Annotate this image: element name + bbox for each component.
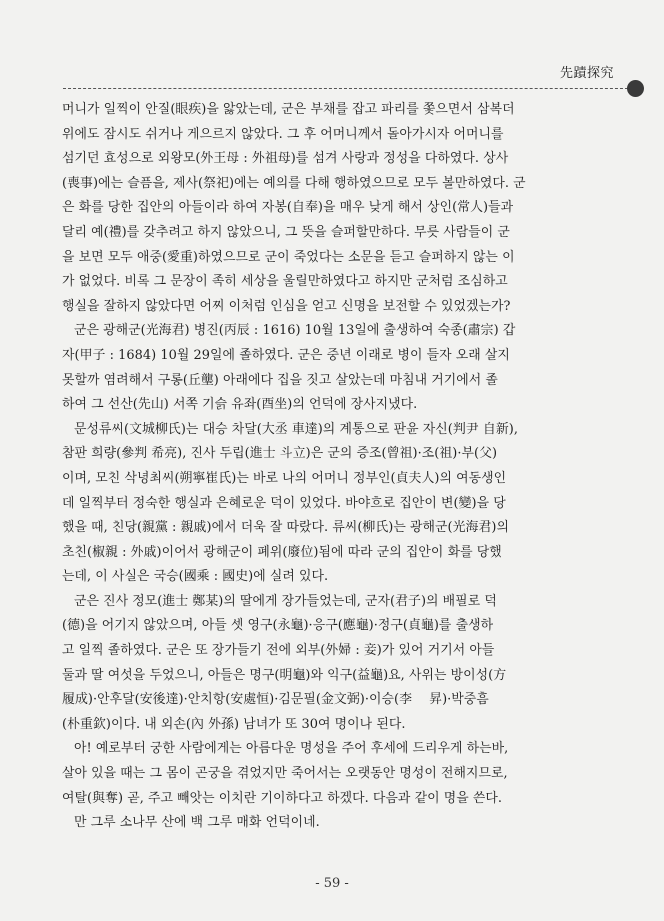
text-line: 문성류씨(文城柳氏)는 대승 차달(大丞 車達)의 계통으로 판윤 자신(判尹 自新), xyxy=(74,421,518,437)
text-line: 했을 때, 친당(親黨 : 親戚)에서 더욱 잘 따랐다. 류씨(柳氏)는 광해군(光海君)의 xyxy=(62,520,510,536)
paragraph-1 xyxy=(62,98,605,319)
text-line: 하여 그 선산(先山) 서쪽 기슭 유좌(酉坐)의 언덕에 장사지냈다. xyxy=(62,397,418,413)
text-line: 머니가 일찍이 안질(眼疾)을 앓았는데, 군은 부채를 잡고 파리를 쫓으면서 삼복더 xyxy=(62,102,515,117)
text-line: 는데, 이 사실은 국승(國乘 : 國史)에 실려 있다. xyxy=(62,569,329,585)
text-line: 섬기던 효성으로 외왕모(外王母 : 外祖母)를 섬겨 사랑과 정성을 다하였다. 상사 xyxy=(62,151,509,167)
paragraph-5 xyxy=(62,737,605,835)
paragraph-2 xyxy=(62,319,605,417)
text-line: 달리 예(禮)를 갖추려고 하지 않았으니, 그 뜻을 슬퍼할만하다. 무릇 사람들이 군 xyxy=(62,224,510,240)
text-line: 은 화를 당한 집안의 아들이라 하여 자봉(自奉)을 매우 낮게 해서 상인(常人)들과 xyxy=(62,200,514,216)
text-line: 아! 예로부터 궁한 사람에게는 아름다운 명성을 주어 후세에 드리우게 하는바, xyxy=(74,741,509,757)
text-line: 초친(椒親 : 外戚)이어서 광해군이 폐위(廢位)됨에 따라 군의 집안이 화를 당했 xyxy=(62,544,502,560)
text-line: 못할까 염려해서 구롱(丘壟) 아래에다 집을 짓고 살았는데 마침내 거기에서 졸 xyxy=(62,372,498,388)
text-line: (朴重欽)이다. 내 외손(內 外孫) 남녀가 또 30여 명이나 된다. xyxy=(62,716,406,732)
text-line: 履成)·안후달(安後達)·안치항(安處恒)·김문필(金文弼)·이승(李 昇)·박중흠 xyxy=(62,692,489,708)
text-line: 살아 있을 때는 그 몸이 곤궁을 겪었지만 죽어서는 오랫동안 명성이 전해지므로, xyxy=(62,766,508,782)
text-line: 가 없었다. 비록 그 문장이 족히 세상을 울릴만하였다고 하지만 군처럼 조심하고 xyxy=(62,274,508,290)
paragraph-4 xyxy=(62,590,605,738)
text-line: 군은 광해군(光海君) 병진(丙辰 : 1616) 10월 13일에 출생하여 숙종(肅宗) 갑 xyxy=(74,323,516,339)
text-line: 여탈(與奪) 곧, 주고 빼앗는 이치란 기이하다고 하겠다. 다음과 같이 명을 쓴다. xyxy=(62,790,503,806)
text-line: 이며, 모친 삭녕최씨(朔寧崔氏)는 바로 나의 어머니 정부인(貞夫人)의 여동생인 xyxy=(62,470,507,486)
paragraph-3 xyxy=(62,418,605,590)
text-line: 자(甲子 : 1684) 10월 29일에 졸하였다. 군은 중년 이래로 병이 들자 오래 살지 xyxy=(62,347,510,363)
text-line: 을 보면 모두 애중(愛重)하였으므로 군이 죽었다는 소문을 듣고 슬퍼하지 않는 이 xyxy=(62,249,515,265)
text-line: 둘과 딸 여섯을 두었으니, 아들은 명구(明龜)와 익구(益龜)요, 사위는 방이성(方 xyxy=(62,667,507,683)
text-line: (德)을 어기지 않았으며, 아들 셋 영구(永龜)·응구(應龜)·정구(貞龜)를 출생하 xyxy=(62,618,494,634)
text-line: 데 일찍부터 정숙한 행실과 은혜로운 덕이 있었다. 바야흐로 집안이 변(變)을 당 xyxy=(62,495,506,511)
text-line: 위에도 잠시도 쉬거나 게으르지 않았다. 그 후 어머니께서 돌아가시자 어머니를 xyxy=(62,126,504,142)
header-bullet-dot xyxy=(627,80,644,97)
text-line: 행실을 잘하지 않았다면 어찌 이처럼 인심을 얻고 신명을 보전할 수 있었겠는가? xyxy=(62,298,511,314)
page-body xyxy=(62,98,605,836)
text-line: (喪事)에는 슬픔을, 제사(祭祀)에는 예의를 다해 행하였으므로 모두 볼만하였다. 군 xyxy=(62,175,526,191)
page-number: - 59 - xyxy=(315,876,349,891)
text-line: 고 일찍 졸하였다. 군은 또 장가들기 전에 외부(外婦 : 妾)가 있어 거기서 아들 xyxy=(62,643,495,659)
header-dashed-rule xyxy=(63,88,633,89)
epitaph-line: 만 그루 소나무 산에 백 그루 매화 언덕이네. xyxy=(74,815,320,831)
text-line: 참판 희량(參判 希亮), 진사 두립(進士 斗立)은 군의 증조(曾祖)·조(祖)·부(父) xyxy=(62,446,498,462)
text-line: 군은 진사 정모(進士 鄭某)의 딸에게 장가들었는데, 군자(君子)의 배필로 덕 xyxy=(74,593,497,609)
running-header-title: 先蹟探究 xyxy=(559,66,614,81)
